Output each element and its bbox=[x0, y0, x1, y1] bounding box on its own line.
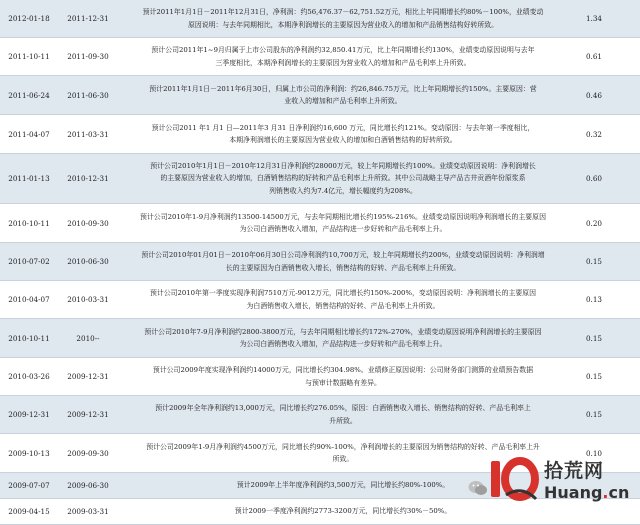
description-line: 预计公司2010年7-9月净利润约2800-3800万元，与去年同期相比增长约172%-270%，业绩变动原因说明净利润增长的主要原因 bbox=[144, 327, 542, 336]
table-row bbox=[0, 396, 640, 434]
eps-value-cell: 0.15 bbox=[585, 410, 602, 419]
forecast-description-cell bbox=[122, 76, 564, 114]
description-line: 预计公司2010年01月01日－2010年06月30日公司净利润约10,700万元，较上年同期增长约200%，业绩变动原因说明：净利润增 bbox=[141, 251, 545, 259]
description-line: 升所致。 bbox=[329, 416, 357, 425]
eps-value-cell: 0.60 bbox=[585, 174, 602, 183]
eps-value-cell: 0.20 bbox=[585, 218, 602, 228]
table-row bbox=[0, 358, 640, 396]
announce-date-cell: 2009-07-07 bbox=[8, 481, 50, 490]
description-line: 预计公司2010年第一季度实现净利润7510万元-9012万元，同比增长约150%-200%，变动原因说明：净利润增长的主要原因 bbox=[149, 289, 537, 297]
eps-value-cell: 0.15 bbox=[585, 372, 602, 381]
description-line: 为公司白酒销售收入增加，产品结构进一步好转和产品毛利率上升。 bbox=[239, 225, 447, 233]
eps-value-cell: 0.13 bbox=[585, 295, 602, 304]
description-line: 的主要原因为营业收入的增加，白酒销售结构的好转和产品毛利率上升所致。其中公司战略主导产品古井贡酒年份原浆系 bbox=[160, 174, 526, 183]
forecast-description-cell bbox=[122, 396, 564, 433]
announce-date-cell: 2011-10-11 bbox=[8, 52, 50, 61]
description-line: 三季度相比，本期净利润增长的主要原因为营业收入的增加和产品毛利率上升所致。 bbox=[215, 58, 471, 67]
description-line: 预计2011年1月1日－2011年12月31日，净利润：约56,476.37－62,751.52万元，相比上年同期增长约80%－100%，业绩变动 bbox=[142, 8, 544, 16]
table-row bbox=[0, 76, 640, 115]
announce-date-cell: 2010-10-11 bbox=[8, 218, 50, 228]
announce-date-cell: 2009-04-15 bbox=[8, 507, 50, 516]
announce-date-cell: 2012-01-18 bbox=[8, 14, 50, 23]
description-line: 为白酒销售收入增长，销售结构的好转、产品毛利率上升所致。 bbox=[246, 301, 440, 310]
report-period-cell: 2009-09-30 bbox=[67, 448, 109, 458]
forecast-description-cell bbox=[122, 38, 564, 75]
eps-value-cell: 0.32 bbox=[585, 129, 602, 139]
wechat-icon bbox=[468, 480, 488, 496]
report-period-cell: 2010-12-31 bbox=[67, 174, 109, 183]
description-line: 预计2009年上半年度净利润约3,500万元，同比增长约80%-100%。 bbox=[236, 481, 450, 490]
report-period-cell: 2010-09-30 bbox=[67, 218, 109, 228]
announce-date-cell: 2010-03-26 bbox=[8, 372, 50, 381]
description-line: 预计2009年全年净利润约13,000万元，同比增长约276.05%，原因：白酒销售收入增长、销售结构的好转、产品毛利率上 bbox=[155, 404, 531, 412]
description-line: 列销售收入约为7.4亿元，增长幅度约为208%。 bbox=[269, 186, 417, 195]
forecast-description-cell bbox=[122, 281, 564, 318]
forecast-description-cell bbox=[122, 204, 564, 242]
site-domain: Huang.cn bbox=[544, 483, 630, 502]
forecast-description-cell bbox=[122, 0, 564, 37]
announce-date-cell: 2010-10-11 bbox=[8, 333, 50, 343]
report-period-cell: 2011-03-31 bbox=[67, 129, 109, 139]
report-period-cell: 2010-06-30 bbox=[67, 257, 109, 266]
announce-date-cell: 2009-10-13 bbox=[8, 448, 50, 458]
eps-value-cell: 1.34 bbox=[585, 14, 602, 23]
description-line: 长的主要原因为白酒销售收入增长，销售结构的好转、产品毛利率上升所致。 bbox=[225, 263, 461, 272]
forecast-description-cell bbox=[122, 358, 564, 395]
eps-value-cell: 0.15 bbox=[585, 257, 602, 266]
report-period-cell: 2009-12-31 bbox=[67, 410, 109, 419]
report-period-cell: 2011-12-31 bbox=[67, 14, 109, 23]
eps-value-cell: 0.10 bbox=[585, 448, 602, 458]
table-row bbox=[0, 281, 640, 319]
site-logo bbox=[488, 455, 540, 503]
announce-date-cell: 2011-01-13 bbox=[8, 174, 50, 183]
description-line: 预计公司2010年1-9月净利润约13500-14500万元，与去年同期相比增长约195%-216%。业绩变动原因说明净利润增长的主要原因 bbox=[140, 212, 546, 221]
announce-date-cell: 2010-07-02 bbox=[8, 257, 50, 266]
description-line: 本期净利润增长的主要原因为营业收入的增加和白酒销售结构的好转所致。 bbox=[229, 136, 457, 144]
table-row bbox=[0, 204, 640, 243]
table-row bbox=[0, 38, 640, 76]
forecast-description-cell bbox=[122, 154, 564, 203]
description-line: 预计公司2010年1月1日－2010年12月31日净利润约28000万元，较上年同期增长约100%。业绩变动原因说明：净利润增长 bbox=[150, 161, 536, 170]
report-period-cell: 2011-09-30 bbox=[67, 52, 109, 61]
table-row bbox=[0, 115, 640, 154]
table-row bbox=[0, 243, 640, 281]
site-watermark bbox=[488, 454, 636, 504]
description-line: 业收入的增加和产品毛利率上升所致。 bbox=[284, 97, 402, 105]
report-period-cell: 2009-03-31 bbox=[67, 507, 109, 516]
announce-date-cell: 2011-04-07 bbox=[8, 129, 50, 139]
report-period-cell: 2011-06-30 bbox=[67, 90, 109, 100]
table-row bbox=[0, 154, 640, 204]
logo-number-graphic bbox=[491, 461, 536, 499]
eps-value-cell: 0.61 bbox=[585, 52, 602, 61]
table-row bbox=[0, 319, 640, 358]
report-period-cell: 2010-- bbox=[76, 333, 100, 343]
description-line: 预计公司2011 年1 月1 日—2011年3 月31 日净利润约16,600 万元，同比增长约121%。变动原因：与去年第一季度相比， bbox=[151, 123, 535, 132]
description-line: 预计公司2009年度实现净利润约14000万元，同比增长约304.98%。业绩修正原因说明：公司财务部门测算的业绩预告数据 bbox=[152, 366, 534, 374]
description-line: 为公司白酒销售收入增加，产品结构进一步好转和产品毛利率上升。 bbox=[239, 340, 447, 348]
announce-date-cell: 2010-04-07 bbox=[8, 295, 50, 304]
description-line: 预计公司2011年1~9月归属于上市公司股东的净利润约32,850.41万元，比上年同期增长约130%，业绩变动原因说明与去年 bbox=[151, 46, 535, 54]
table-row bbox=[0, 0, 640, 38]
announce-date-cell: 2009-12-31 bbox=[8, 410, 50, 419]
site-name-cn: 拾荒网 bbox=[544, 460, 605, 482]
description-line: 与预审计数据略有差异。 bbox=[305, 378, 381, 387]
forecast-description-cell bbox=[122, 319, 564, 357]
announce-date-cell: 2011-06-24 bbox=[8, 90, 50, 100]
description-line: 所致。 bbox=[332, 455, 354, 463]
forecast-description-cell bbox=[122, 243, 564, 280]
description-line: 预计公司2009年1-9月净利润约4500万元，同比增长约90%-100%，净利润增长的主要原因为销售结构的好转、产品毛利率上升 bbox=[146, 442, 540, 451]
description-line: 预计2009一季度净利润约2773-3200万元，同比增长约30%－50%。 bbox=[234, 507, 452, 516]
eps-value-cell: 0.46 bbox=[585, 90, 602, 100]
report-period-cell: 2009-06-30 bbox=[67, 481, 109, 490]
eps-value-cell: 0.15 bbox=[585, 333, 602, 343]
forecast-description-cell bbox=[122, 115, 564, 153]
report-period-cell: 2009-12-31 bbox=[67, 372, 109, 381]
description-line: 原因说明：与去年同期相比，本期净利润增长的主要原因为营业收入的增加和产品销售结构好转所致。 bbox=[187, 20, 499, 29]
description-line: 预计2011年1月1日－2011年6月30日，归属上市公司的净利润：约26,846.75万元，比上年同期增长约150%。主要原因：营 bbox=[149, 84, 537, 93]
report-period-cell: 2010-03-31 bbox=[67, 295, 109, 304]
